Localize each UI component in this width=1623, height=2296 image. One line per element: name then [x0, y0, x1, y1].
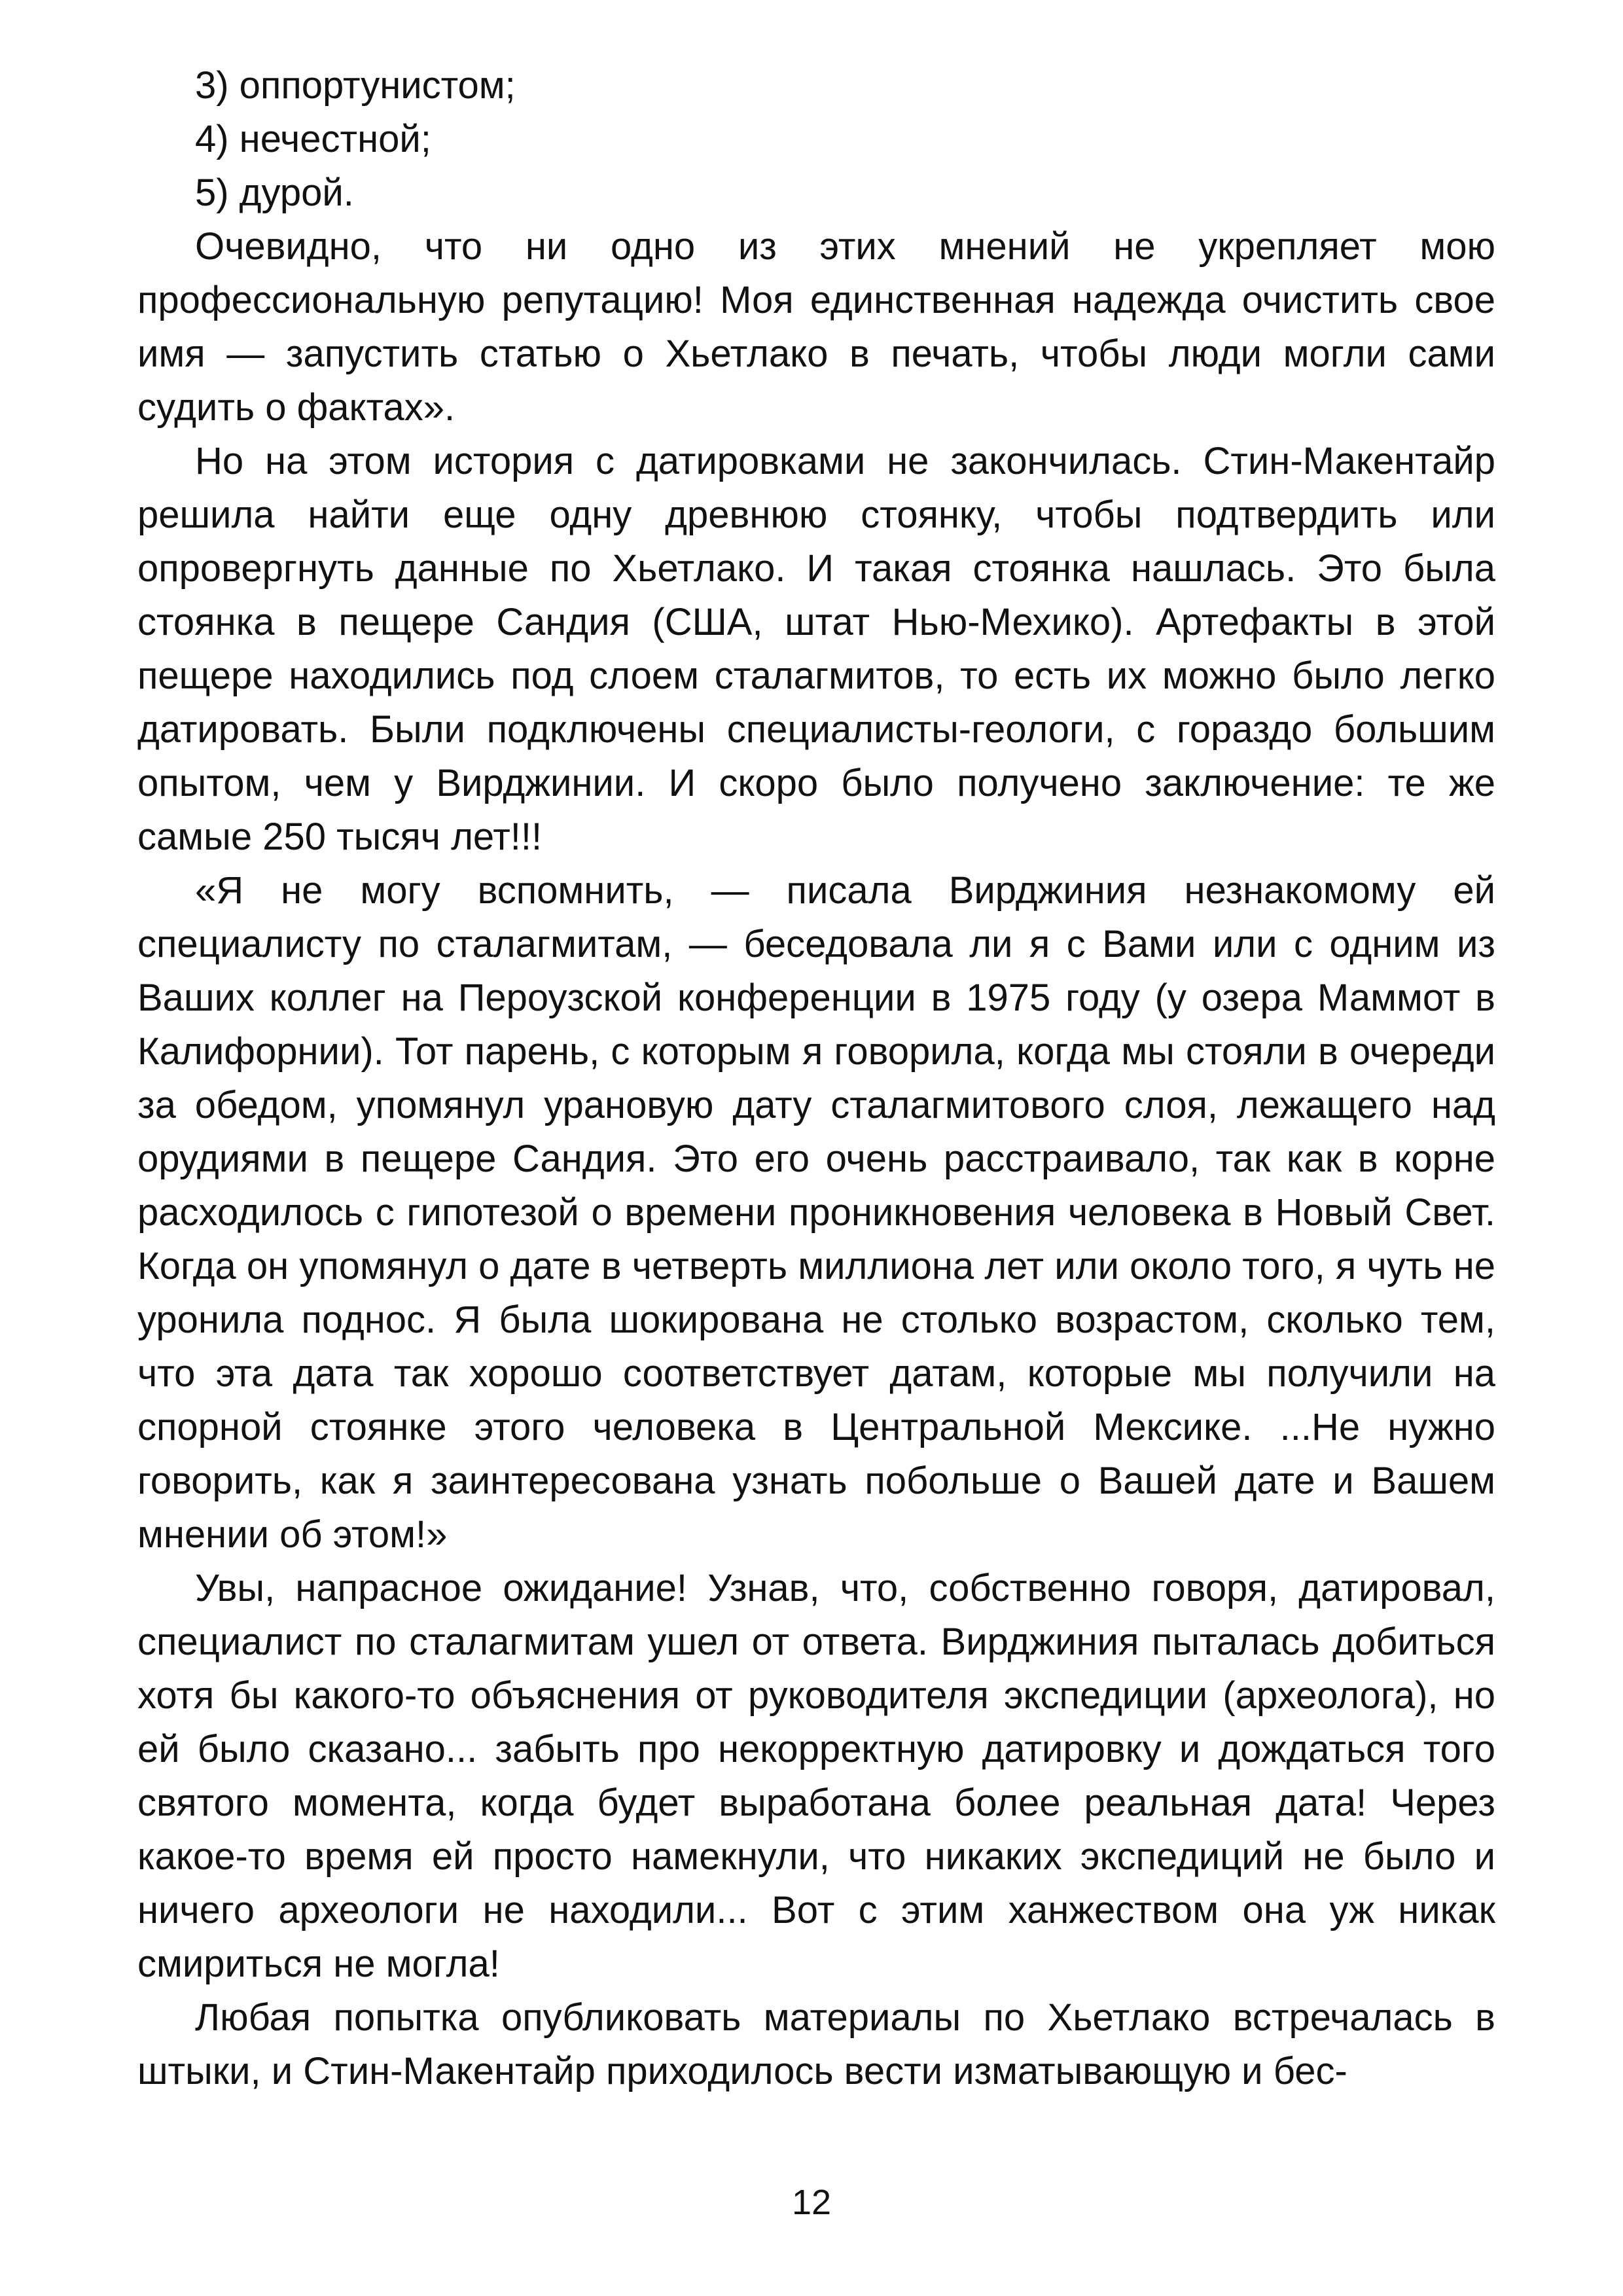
page-text	[137, 59, 1495, 2098]
list-item-dishonest: 4) нечестной;	[195, 118, 431, 160]
paragraph-letter-quote: «Я не могу вспомнить, — писала Вирджиния незнакомому ей специалисту по сталагмитам, — беседовала ли я с Вами или с одним из Ваших коллег на Пероузской конференции в 1975 году (у озера Маммот в Калифорнии). Тот парень, с которым я говорила, когда мы стояли в очереди за обедом, упомянул урановую дату сталагмитового слоя, лежащего над орудиями в пещере Сандия. Это его очень расстраивало, так как в корне расходилось с гипотезой о времени проникновения человека в Новый Свет. Когда он упомянул о дате в четверть миллиона лет или около того, я чуть не уронила поднос. Я была шокирована не столько возрастом, сколько тем, что эта дата так хорошо соответствует датам, которые мы получили на спорной стоянке этого человека в Центральной Мексике. ...Не нужно говорить, как я заинтересована узнать побольше о Вашей дате и Вашем мнении об этом!»	[137, 869, 1495, 1556]
list-item-opportunist: 3) оппортунистом;	[195, 64, 516, 107]
list-item-fool: 5) дурой.	[195, 171, 354, 214]
page-number: 12	[791, 2183, 832, 2222]
paragraph-sandia-cave: Но на этом история с датировками не закончилась. Стин-Макентайр решила найти еще одну древнюю стоянку, чтобы подтвердить или опровергнуть данные по Хьетлако. И такая стоянка нашлась. Это была стоянка в пещере Сандия (США, штат Нью-Мехико). Артефакты в этой пещере находились под слоем сталагмитов, то есть их можно было легко датировать. Были подключены специалисты-геологи, с гораздо большим опытом, чем у Вирджинии. И скоро было получено заключение: те же самые 250 тысяч лет!!!	[137, 440, 1495, 858]
paragraph-publication-attempts: Любая попытка опубликовать материалы по Хьетлако встречалась в штыки, и Стин-Макентайр приходилось вести изматывающую и бес-	[137, 1996, 1495, 2092]
paragraph-vain-waiting: Увы, напрасное ожидание! Узнав, что, собственно говоря, датировал, специалист по сталагмитам ушел от ответа. Вирджиния пыталась добиться хотя бы какого-то объяснения от руководителя экспедиции (археолога), но ей было сказано... забыть про некорректную датировку и дождаться того святого момента, когда будет выработана более реальная дата! Через какое-то время ей просто намекнули, что никаких экспедиций не было и ничего археологи не находили... Вот с этим ханжеством она уж никак смириться не могла!	[137, 1567, 1495, 1985]
paragraph-reputation: Очевидно, что ни одно из этих мнений не укрепляет мою профессиональную репутацию! Моя единственная надежда очистить свое имя — запустить статью о Хьетлако в печать, чтобы люди могли сами судить о фактах».	[137, 225, 1495, 429]
